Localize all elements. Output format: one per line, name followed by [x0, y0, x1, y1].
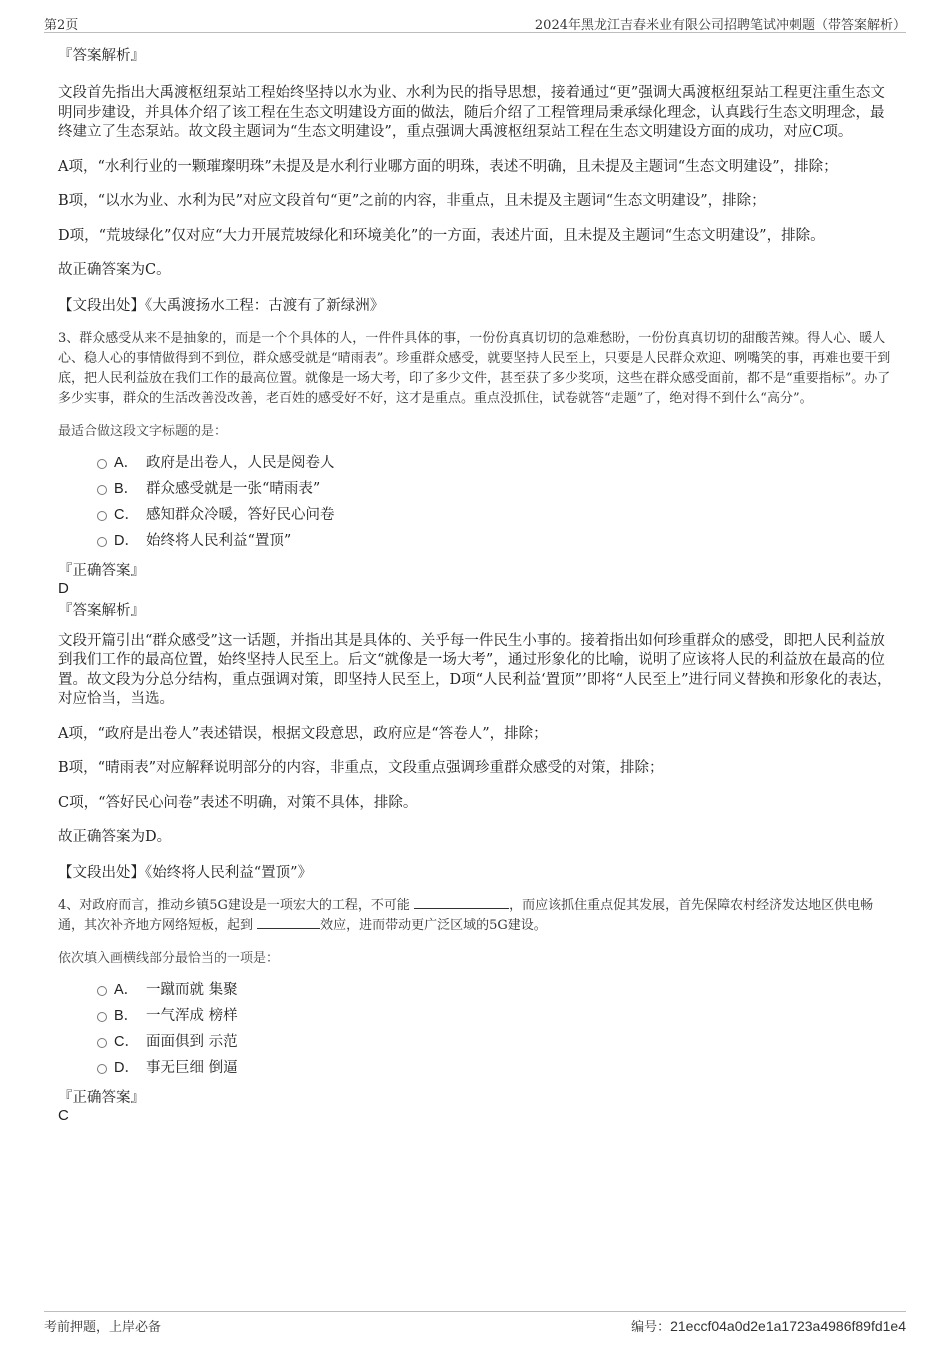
q3-option-c[interactable]: C． 感知群众冷暖，答好民心问卷	[58, 502, 898, 528]
q4-prompt: 依次填入画横线部分最恰当的一项是：	[58, 950, 280, 966]
radio-button[interactable]	[97, 1038, 107, 1048]
q3-stem: 3、群众感受从来不是抽象的，而是一个个具体的人，一件件具体的事，一份份真真切切的急难愁盼，一份份真真切切的甜酸苦辣。得人心、暖人心、稳人心的事情做得到不到位，群众感受就是“晴雨表”。珍重群众感受，就要坚持人民至上，只要是人民群众欢迎、咧嘴笑的事，再难也要干到底，把人民利益放在我们工作的最高位置。就像是一场大考，印了多少文件，甚至获了多少奖项，这些在群众感受面前，都不是“重要指标”。办了多少实事，群众的生活改善没改善，老百姓的感受好不好，这才是重点。重点没抓住，试卷就答“走题”了，绝对得不到什么“高分”。	[58, 330, 891, 406]
q4-option-a[interactable]: A． 一蹴而就 集聚	[58, 977, 898, 1003]
q3-option-b[interactable]: B． 群众感受就是一张“晴雨表”	[58, 476, 898, 502]
fill-blank-2	[257, 916, 320, 929]
q4-stem: 4、对政府而言，推动乡镇5G建设是一项宏大的工程，不可能 ，而应该抓住重点促其发展，首先保障农村经济发达地区供电畅通，其次补齐地方网络短板，起到 效应，进而带动更广泛区域的5G建设。	[58, 897, 874, 933]
q4-answer-label: 『正确答案』	[58, 1089, 145, 1106]
radio-button[interactable]	[97, 1012, 107, 1022]
document-code: 编号：21eccf04a0d2e1a1723a4986f89fd1e4	[631, 1318, 906, 1335]
q2-option-d-note: D项，“荒坡绿化”仅对应“大力开展荒坡绿化和环境美化”的一方面，表述片面，且未提及主题词“生态文明建设”，排除。	[58, 227, 825, 244]
q4-options	[58, 977, 898, 1081]
q4-option-d[interactable]: D． 事无巨细 倒逼	[58, 1055, 898, 1081]
q3-option-c-note: C项，“答好民心问卷”表述不明确，对策不具体，排除。	[58, 794, 418, 811]
radio-button[interactable]	[97, 537, 107, 547]
radio-button[interactable]	[97, 459, 107, 469]
q3-option-b-note: B项，“晴雨表”对应解释说明部分的内容，非重点，文段重点强调珍重群众感受的对策，排除；	[58, 760, 664, 776]
q3-option-a-note: A项，“政府是出卷人”表述错误，根据文段意思，政府应是“答卷人”，排除；	[58, 725, 548, 742]
q3-option-d[interactable]: D． 始终将人民利益“置顶”	[58, 528, 898, 554]
footer-slogan: 考前押题，上岸必备	[44, 1320, 162, 1335]
q3-prompt: 最适合做这段文字标题的是：	[58, 423, 228, 439]
q3-answer-label: 『正确答案』	[58, 562, 145, 579]
fill-blank-1	[414, 896, 509, 909]
q3-analysis: 文段开篇引出“群众感受”这一话题，并指出其是具体的、关乎每一件民生小事的。接着指出如何珍重群众的感受，即把人民利益放到我们工作的最高位置，始终坚持人民至上。后文“就像是一场大考”，通过形象化的比喻，说明了应该将人民的利益放在最高的位置。故文段为分总分结构，重点强调对策，即坚持人民至上，D项“人民利益‘置顶”’即将“人民至上”进行同义替换和形象化的表达，对应恰当，当选。	[58, 632, 892, 707]
document-title: 2024年黑龙江吉春米业有限公司招聘笔试冲刺题（带答案解析）	[534, 18, 906, 33]
q2-analysis-label: 『答案解析』	[58, 48, 145, 64]
q2-option-a-note: A项，“水利行业的一颗璀璨明珠”未提及是水利行业哪方面的明珠，表述不明确，且未提及主题词“生态文明建设”，排除；	[58, 158, 838, 175]
radio-button[interactable]	[97, 986, 107, 996]
radio-button[interactable]	[97, 1064, 107, 1074]
q3-option-a[interactable]: A． 政府是出卷人，人民是阅卷人	[58, 450, 898, 476]
q4-answer: C	[58, 1106, 69, 1124]
q2-source: 【文段出处】《大禹渡扬水工程：古渡有了新绿洲》	[58, 297, 385, 314]
q2-conclusion: 故正确答案为C。	[58, 262, 171, 278]
q3-source: 【文段出处】《始终将人民利益“置顶”》	[58, 864, 313, 881]
page-content	[58, 44, 898, 1126]
page-number: 第2页	[44, 18, 79, 33]
page-footer	[44, 1311, 906, 1338]
q3-analysis-label: 『答案解析』	[58, 602, 145, 619]
q2-analysis: 文段首先指出大禹渡枢纽泵站工程始终坚持以水为业、水利为民的指导思想，接着通过“更”强调大禹渡枢纽泵站工程更注重生态文明同步建设，并具体介绍了该工程在生态文明建设方面的做法，随后介绍了工程管理局秉承绿化理念，认真践行生态文明理念，最终建立了生态泵站。故文段主题词为“生态文明建设”，重点强调大禹渡枢纽泵站工程在生态文明建设方面的成功，对应C项。	[58, 85, 885, 140]
q3-conclusion: 故正确答案为D。	[58, 829, 172, 845]
q3-answer: D	[58, 579, 69, 597]
page-header	[44, 12, 906, 33]
q4-option-b[interactable]: B． 一气浑成 榜样	[58, 1003, 898, 1029]
q3-options	[58, 450, 898, 554]
radio-button[interactable]	[97, 511, 107, 521]
radio-button[interactable]	[97, 485, 107, 495]
q4-option-c[interactable]: C． 面面俱到 示范	[58, 1029, 898, 1055]
q2-option-b-note: B项，“以水为业、水利为民”对应文段首句“更”之前的内容，非重点，且未提及主题词“生态文明建设”，排除；	[58, 193, 766, 209]
